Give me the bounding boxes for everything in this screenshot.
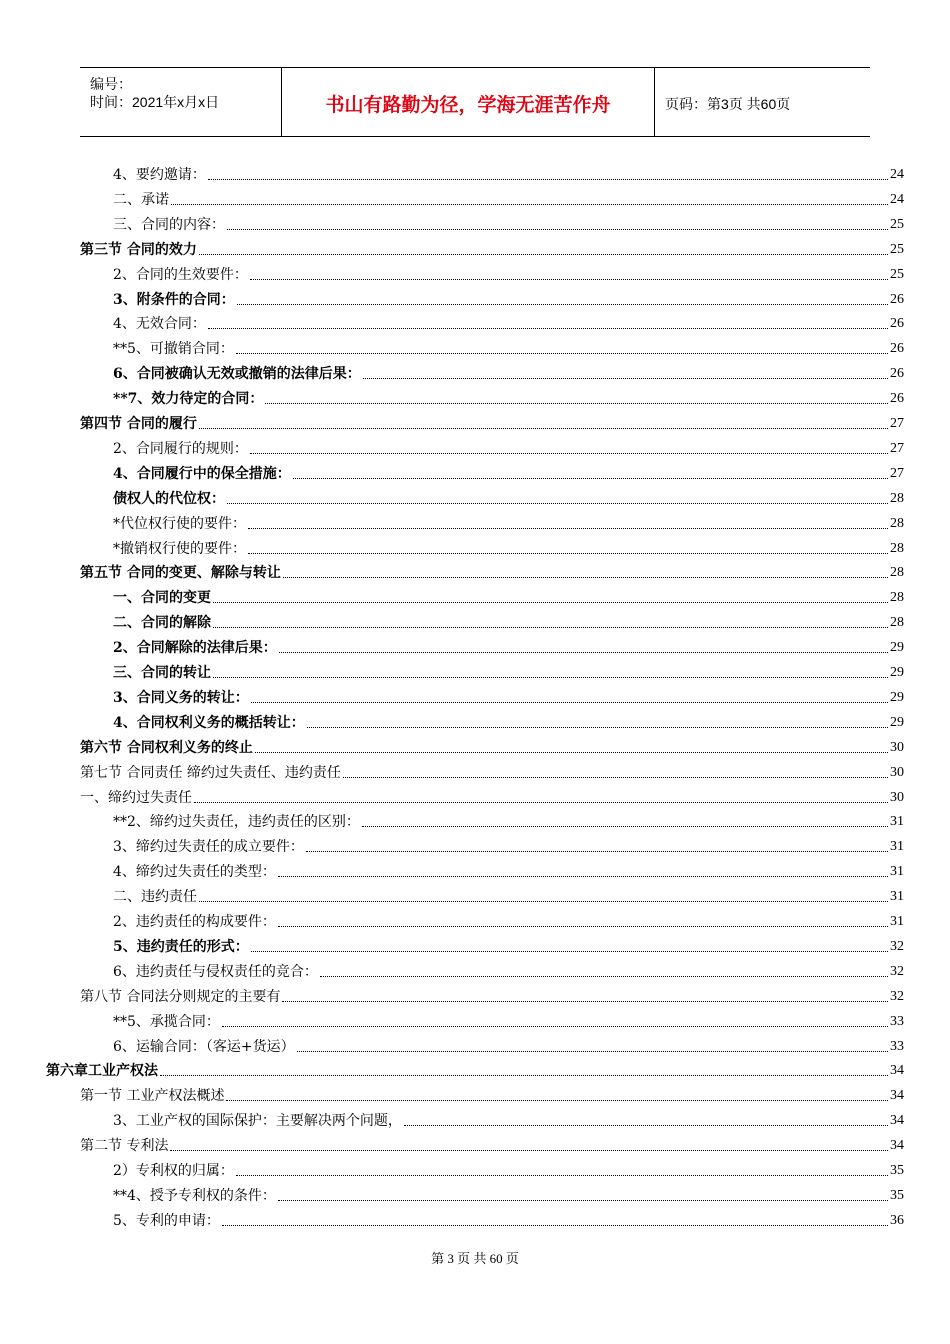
toc-entry-title: 第六章工业产权法	[46, 1063, 158, 1079]
toc-entry-page: 34	[890, 1113, 904, 1128]
toc-entry-page: 28	[890, 590, 904, 605]
toc-entry-title: 4、合同权利义务的概括转让：	[113, 715, 305, 731]
toc-dot-leader	[362, 826, 888, 827]
page-footer: 第 3 页 共 60 页	[431, 1251, 519, 1266]
toc-entry-title: 5、违约责任的形式：	[113, 939, 249, 955]
toc-dot-leader	[265, 403, 888, 404]
toc-entry-title: 2）专利权的归属：	[113, 1163, 234, 1179]
toc-entry-title: 一、合同的变更	[113, 590, 211, 606]
toc-entry-title: *代位权行使的要件：	[113, 516, 246, 532]
toc-entry-page: 34	[890, 1088, 904, 1103]
toc-dot-leader	[236, 353, 888, 354]
toc-dot-leader	[194, 802, 888, 803]
toc-entry-page: 31	[890, 839, 904, 854]
toc-entry-title: **5、承揽合同：	[113, 1014, 220, 1030]
toc-dot-leader	[278, 926, 888, 927]
toc-entry[interactable]	[113, 384, 904, 409]
toc-entry-page: 35	[890, 1188, 904, 1203]
toc-entry-title: *撤销权行使的要件：	[113, 541, 246, 557]
toc-entry-title: 第七节 合同责任 缔约过失责任、违约责任	[80, 765, 341, 781]
toc-entry-page: 30	[890, 790, 904, 805]
toc-entry-page: 24	[890, 167, 904, 182]
toc-dot-leader	[199, 428, 888, 429]
toc-entry[interactable]	[113, 285, 904, 310]
toc-entry-page: 36	[890, 1213, 904, 1228]
toc-dot-leader	[250, 279, 888, 280]
toc-entry-title: 2、合同的生效要件：	[113, 267, 248, 283]
toc-entry-page: 31	[890, 914, 904, 929]
toc-entry[interactable]	[46, 1056, 904, 1081]
toc-entry-page: 33	[890, 1014, 904, 1029]
toc-dot-leader	[227, 503, 888, 504]
toc-entry[interactable]	[113, 210, 904, 235]
toc-dot-leader	[208, 328, 888, 329]
toc-entry[interactable]	[80, 409, 904, 434]
toc-entry-title: 2、合同履行的规则：	[113, 441, 248, 457]
toc-entry-title: 一、缔约过失责任	[80, 790, 192, 806]
toc-dot-leader	[283, 577, 888, 578]
toc-entry[interactable]	[113, 509, 904, 534]
toc-entry-page: 27	[890, 416, 904, 431]
header-left-cell	[80, 68, 282, 136]
toc-dot-leader	[208, 179, 888, 180]
toc-dot-leader	[160, 1075, 888, 1076]
toc-entry-page: 26	[890, 391, 904, 406]
toc-dot-leader	[320, 976, 888, 977]
toc-entry-page: 29	[890, 690, 904, 705]
toc-entry-page: 25	[890, 267, 904, 282]
toc-dot-leader	[170, 1150, 888, 1151]
toc-entry[interactable]	[113, 882, 904, 907]
toc-entry-title: 4、缔约过失责任的类型：	[113, 864, 276, 880]
toc-entry-title: 第五节 合同的变更、解除与转让	[80, 565, 281, 581]
toc-entry[interactable]	[113, 484, 904, 509]
toc-dot-leader	[251, 702, 888, 703]
toc-entry-title: 2、违约责任的构成要件：	[113, 914, 276, 930]
toc-entry[interactable]	[113, 1032, 904, 1057]
toc-entry-title: 第三节 合同的效力	[80, 242, 197, 258]
toc-entry[interactable]	[113, 334, 904, 359]
toc-entry-title: 三、合同的内容：	[113, 217, 225, 233]
toc-entry-page: 32	[890, 964, 904, 979]
toc-entry-page: 28	[890, 491, 904, 506]
toc-dot-leader	[307, 727, 888, 728]
toc-dot-leader	[297, 1051, 888, 1052]
toc-entry[interactable]	[113, 658, 904, 683]
toc-dot-leader	[278, 876, 888, 877]
toc-entry[interactable]	[113, 807, 904, 832]
toc-entry-page: 28	[890, 615, 904, 630]
toc-entry-title: 二、合同的解除	[113, 615, 211, 631]
toc-dot-leader	[278, 1200, 888, 1201]
toc-dot-leader	[222, 1026, 888, 1027]
toc-entry-page: 28	[890, 516, 904, 531]
toc-entry-page: 30	[890, 740, 904, 755]
toc-dot-leader	[404, 1125, 888, 1126]
toc-entry-page: 30	[890, 765, 904, 780]
toc-entry-page: 27	[890, 441, 904, 456]
toc-entry[interactable]	[113, 708, 904, 733]
toc-dot-leader	[279, 652, 888, 653]
toc-entry[interactable]	[113, 832, 904, 857]
toc-entry[interactable]	[113, 1106, 904, 1131]
toc-entry[interactable]	[113, 260, 904, 285]
toc-dot-leader	[213, 677, 888, 678]
toc-dot-leader	[343, 777, 888, 778]
toc-entry[interactable]	[113, 434, 904, 459]
toc-entry-page: 34	[890, 1063, 904, 1078]
page-header	[80, 67, 870, 137]
toc-entry[interactable]	[113, 857, 904, 882]
toc-entry-page: 24	[890, 192, 904, 207]
toc-dot-leader	[251, 951, 888, 952]
toc-entry[interactable]	[113, 309, 904, 334]
toc-entry-page: 32	[890, 939, 904, 954]
toc-entry[interactable]	[80, 558, 904, 583]
toc-entry[interactable]	[113, 957, 904, 982]
toc-entry[interactable]	[80, 783, 904, 808]
toc-entry-title: 第二节 专利法	[80, 1138, 169, 1154]
toc-entry[interactable]	[113, 359, 904, 384]
toc-entry[interactable]	[113, 1206, 904, 1231]
toc-entry-page: 29	[890, 640, 904, 655]
header-right-cell	[655, 68, 870, 136]
toc-entry-title: 5、专利的申请：	[113, 1213, 220, 1229]
toc-entry-title: 债权人的代位权：	[113, 491, 225, 507]
toc-entry-page: 25	[890, 242, 904, 257]
toc-entry-title: **4、授予专利权的条件：	[113, 1188, 276, 1204]
toc-entry-title: 3、工业产权的国际保护：主要解决两个问题，	[113, 1113, 402, 1129]
toc-entry[interactable]	[113, 1156, 904, 1181]
toc-dot-leader	[363, 378, 888, 379]
toc-dot-leader	[237, 304, 888, 305]
toc-entry-page: 26	[890, 341, 904, 356]
toc-entry-page: 28	[890, 541, 904, 556]
toc-dot-leader	[282, 1001, 888, 1002]
toc-entry-title: 第一节 工业产权法概述	[80, 1088, 225, 1104]
toc-dot-leader	[248, 528, 888, 529]
toc-entry-title: 3、合同义务的转让：	[113, 690, 249, 706]
toc-entry-title: **7、效力待定的合同：	[113, 391, 264, 407]
toc-entry-page: 29	[890, 665, 904, 680]
toc-entry-page: 26	[890, 292, 904, 307]
toc-dot-leader	[213, 627, 888, 628]
toc-entry-title: 6、违约责任与侵权责任的竞合：	[113, 964, 318, 980]
number-label: 编号：	[90, 76, 132, 92]
toc-entry[interactable]	[80, 758, 904, 783]
toc-entry-title: 第六节 合同权利义务的终止	[80, 740, 253, 756]
toc-entry-title: 二、承诺	[113, 192, 169, 208]
toc-dot-leader	[250, 453, 888, 454]
toc-entry[interactable]	[113, 1007, 904, 1032]
toc-entry-page: 29	[890, 715, 904, 730]
toc-entry-page: 34	[890, 1138, 904, 1153]
toc-entry-title: 6、运输合同：（客运+货运）	[113, 1039, 295, 1055]
toc-entry[interactable]	[80, 1131, 904, 1156]
toc-dot-leader	[306, 851, 888, 852]
toc-dot-leader	[236, 1175, 888, 1176]
toc-dot-leader	[213, 602, 888, 603]
toc-entry-title: 3、缔约过失责任的成立要件：	[113, 839, 304, 855]
toc-entry-page: 31	[890, 889, 904, 904]
toc-entry-page: 26	[890, 366, 904, 381]
toc-entry[interactable]	[113, 459, 904, 484]
toc-entry[interactable]	[113, 534, 904, 559]
toc-dot-leader	[199, 254, 888, 255]
toc-dot-leader	[248, 553, 888, 554]
toc-entry-title: 6、合同被确认无效或撤销的法律后果：	[113, 366, 361, 382]
toc-entry[interactable]	[113, 608, 904, 633]
toc-entry-title: 第四节 合同的履行	[80, 416, 197, 432]
toc-entry-page: 31	[890, 814, 904, 829]
toc-entry[interactable]	[113, 185, 904, 210]
toc-entry-title: **5、可撤销合同：	[113, 341, 234, 357]
toc-entry-page: 32	[890, 989, 904, 1004]
toc-entry[interactable]	[113, 907, 904, 932]
toc-entry[interactable]	[80, 733, 904, 758]
toc-entry-page: 27	[890, 466, 904, 481]
toc-dot-leader	[227, 229, 888, 230]
time-label: 时间：2021年x月x日	[90, 94, 220, 110]
toc-entry-title: 2、合同解除的法律后果：	[113, 640, 277, 656]
motto-text: 书山有路勤为径，学海无涯苦作舟	[325, 94, 611, 116]
toc-entry-title: 4、合同履行中的保全措施：	[113, 466, 291, 482]
page-label: 页码：第3页 共60页	[665, 96, 791, 112]
toc-dot-leader	[255, 752, 888, 753]
toc-entry-title: 三、合同的转让	[113, 665, 211, 681]
toc-entry-page: 35	[890, 1163, 904, 1178]
toc-entry[interactable]	[113, 633, 904, 658]
toc-entry-page: 31	[890, 864, 904, 879]
toc-entry-title: **2、缔约过失责任，违约责任的区别：	[113, 814, 360, 830]
toc-entry-page: 26	[890, 316, 904, 331]
header-center-cell	[282, 68, 655, 136]
toc-dot-leader	[171, 204, 888, 205]
toc-entry-page: 25	[890, 217, 904, 232]
toc-entry[interactable]	[113, 583, 904, 608]
toc-dot-leader	[222, 1225, 888, 1226]
toc-entry-title: 4、要约邀请：	[113, 167, 206, 183]
toc-entry-title: 二、违约责任	[113, 889, 197, 905]
toc-entry[interactable]	[113, 683, 904, 708]
toc-dot-leader	[199, 901, 888, 902]
toc-entry[interactable]	[113, 932, 904, 957]
toc-dot-leader	[293, 478, 888, 479]
toc-entry-title: 4、无效合同：	[113, 316, 206, 332]
toc-entry[interactable]	[113, 160, 904, 185]
toc-entry-page: 28	[890, 565, 904, 580]
toc-entry-title: 第八节 合同法分则规定的主要有	[80, 989, 281, 1005]
toc-entry[interactable]	[80, 1081, 904, 1106]
toc-entry-page: 33	[890, 1039, 904, 1054]
toc-dot-leader	[226, 1100, 888, 1101]
toc-entry[interactable]	[80, 235, 904, 260]
toc-entry[interactable]	[113, 1181, 904, 1206]
toc-entry-title: 3、附条件的合同：	[113, 292, 235, 308]
toc-entry[interactable]	[80, 982, 904, 1007]
